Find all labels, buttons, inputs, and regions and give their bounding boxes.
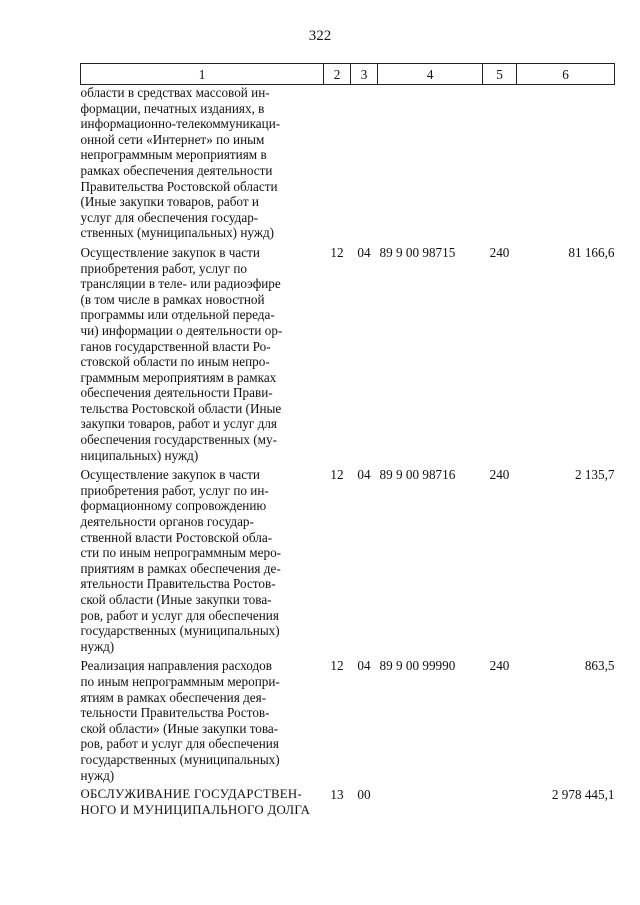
column-header: 1 — [81, 64, 324, 85]
table-row — [81, 658, 615, 787]
subsection-code: 04 — [357, 658, 371, 674]
expense-type-code: 240 — [489, 658, 510, 674]
row-description: Реализация направления расходов по иным непрограммным меропри- ятиям в рамках обеспечения дея- тельности Правительства Ростов- ской области» (Иные закупки това- ров, работ и услуг для обеспечения государственных (муниципальных) нужд) — [80, 658, 280, 783]
row-description: Осуществление закупок в части приобретения работ, услуг по ин- формационному сопровождению деятельности органов государ- ственной власти Ростовской обла- сти по иным непрограммным меро- приятиям в рамках обеспечения де- ятельности Правительства Ростов- ской области (Иные закупки това- ров, работ и услуг для обеспечения государственных (муниципальных) нужд) — [80, 467, 282, 654]
section-code: 12 — [330, 244, 344, 260]
amount: 863,5 — [584, 658, 615, 674]
target-article-code: 89 9 00 98715 — [379, 244, 456, 260]
amount: 2 978 445,1 — [551, 787, 615, 803]
expense-type-code: 240 — [489, 244, 510, 260]
target-article-code: 89 9 00 98716 — [379, 467, 456, 483]
expense-type-code: 240 — [489, 467, 510, 483]
budget-table — [80, 63, 615, 822]
row-description: области в средствах массовой ин- формации, печатных изданиях, в информационно-телекоммуникаци- онной сети «Интернет» по иным непрограммным мероприятиям в рамках обеспечения деятельности Правительства Ростовской области (Иные закупки товаров, работ и услуг для обеспечения государ- ственных (муниципальных) нужд) — [80, 85, 281, 241]
column-header: 6 — [517, 64, 615, 85]
table-row — [81, 245, 615, 467]
subsection-code: 04 — [357, 467, 371, 483]
amount: 81 166,6 — [568, 244, 615, 260]
amount — [517, 85, 615, 245]
table-row — [81, 787, 615, 822]
column-header: 3 — [351, 64, 378, 85]
column-header: 5 — [483, 64, 517, 85]
row-description: ОБСЛУЖИВАНИЕ ГОСУДАРСТВЕН- НОГО И МУНИЦИПАЛЬНОГО ДОЛГА — [80, 787, 311, 817]
table-row — [81, 85, 615, 245]
target-article-code: 89 9 00 99990 — [379, 658, 456, 674]
target-article-code — [378, 787, 483, 822]
column-header: 4 — [378, 64, 483, 85]
section-code — [324, 85, 351, 245]
section-code: 13 — [330, 787, 344, 803]
subsection-code: 04 — [357, 244, 371, 260]
page-number: 322 — [308, 28, 332, 44]
expense-type-code — [483, 787, 517, 822]
table-header-row — [81, 64, 615, 85]
target-article-code — [378, 85, 483, 245]
subsection-code: 00 — [357, 787, 371, 803]
expense-type-code — [483, 85, 517, 245]
table-row — [81, 467, 615, 658]
section-code: 12 — [330, 467, 344, 483]
column-header: 2 — [324, 64, 351, 85]
amount: 2 135,7 — [574, 467, 615, 483]
subsection-code — [351, 85, 378, 245]
section-code: 12 — [330, 658, 344, 674]
row-description: Осуществление закупок в части приобретения работ, услуг по трансляции в теле- или радиоэфире (в том числе в рамках новостной программы или отдельной переда- чи) информации о деятельности ор- ганов государственной власти Ро- стовской области по иным непро- граммным мероприятиям в рамках обеспечения деятельности Прави- тельства Ростовской области (Иные закупки товаров, работ и услуг для обеспечения государственных (му- ниципальных) нужд) — [80, 244, 283, 463]
